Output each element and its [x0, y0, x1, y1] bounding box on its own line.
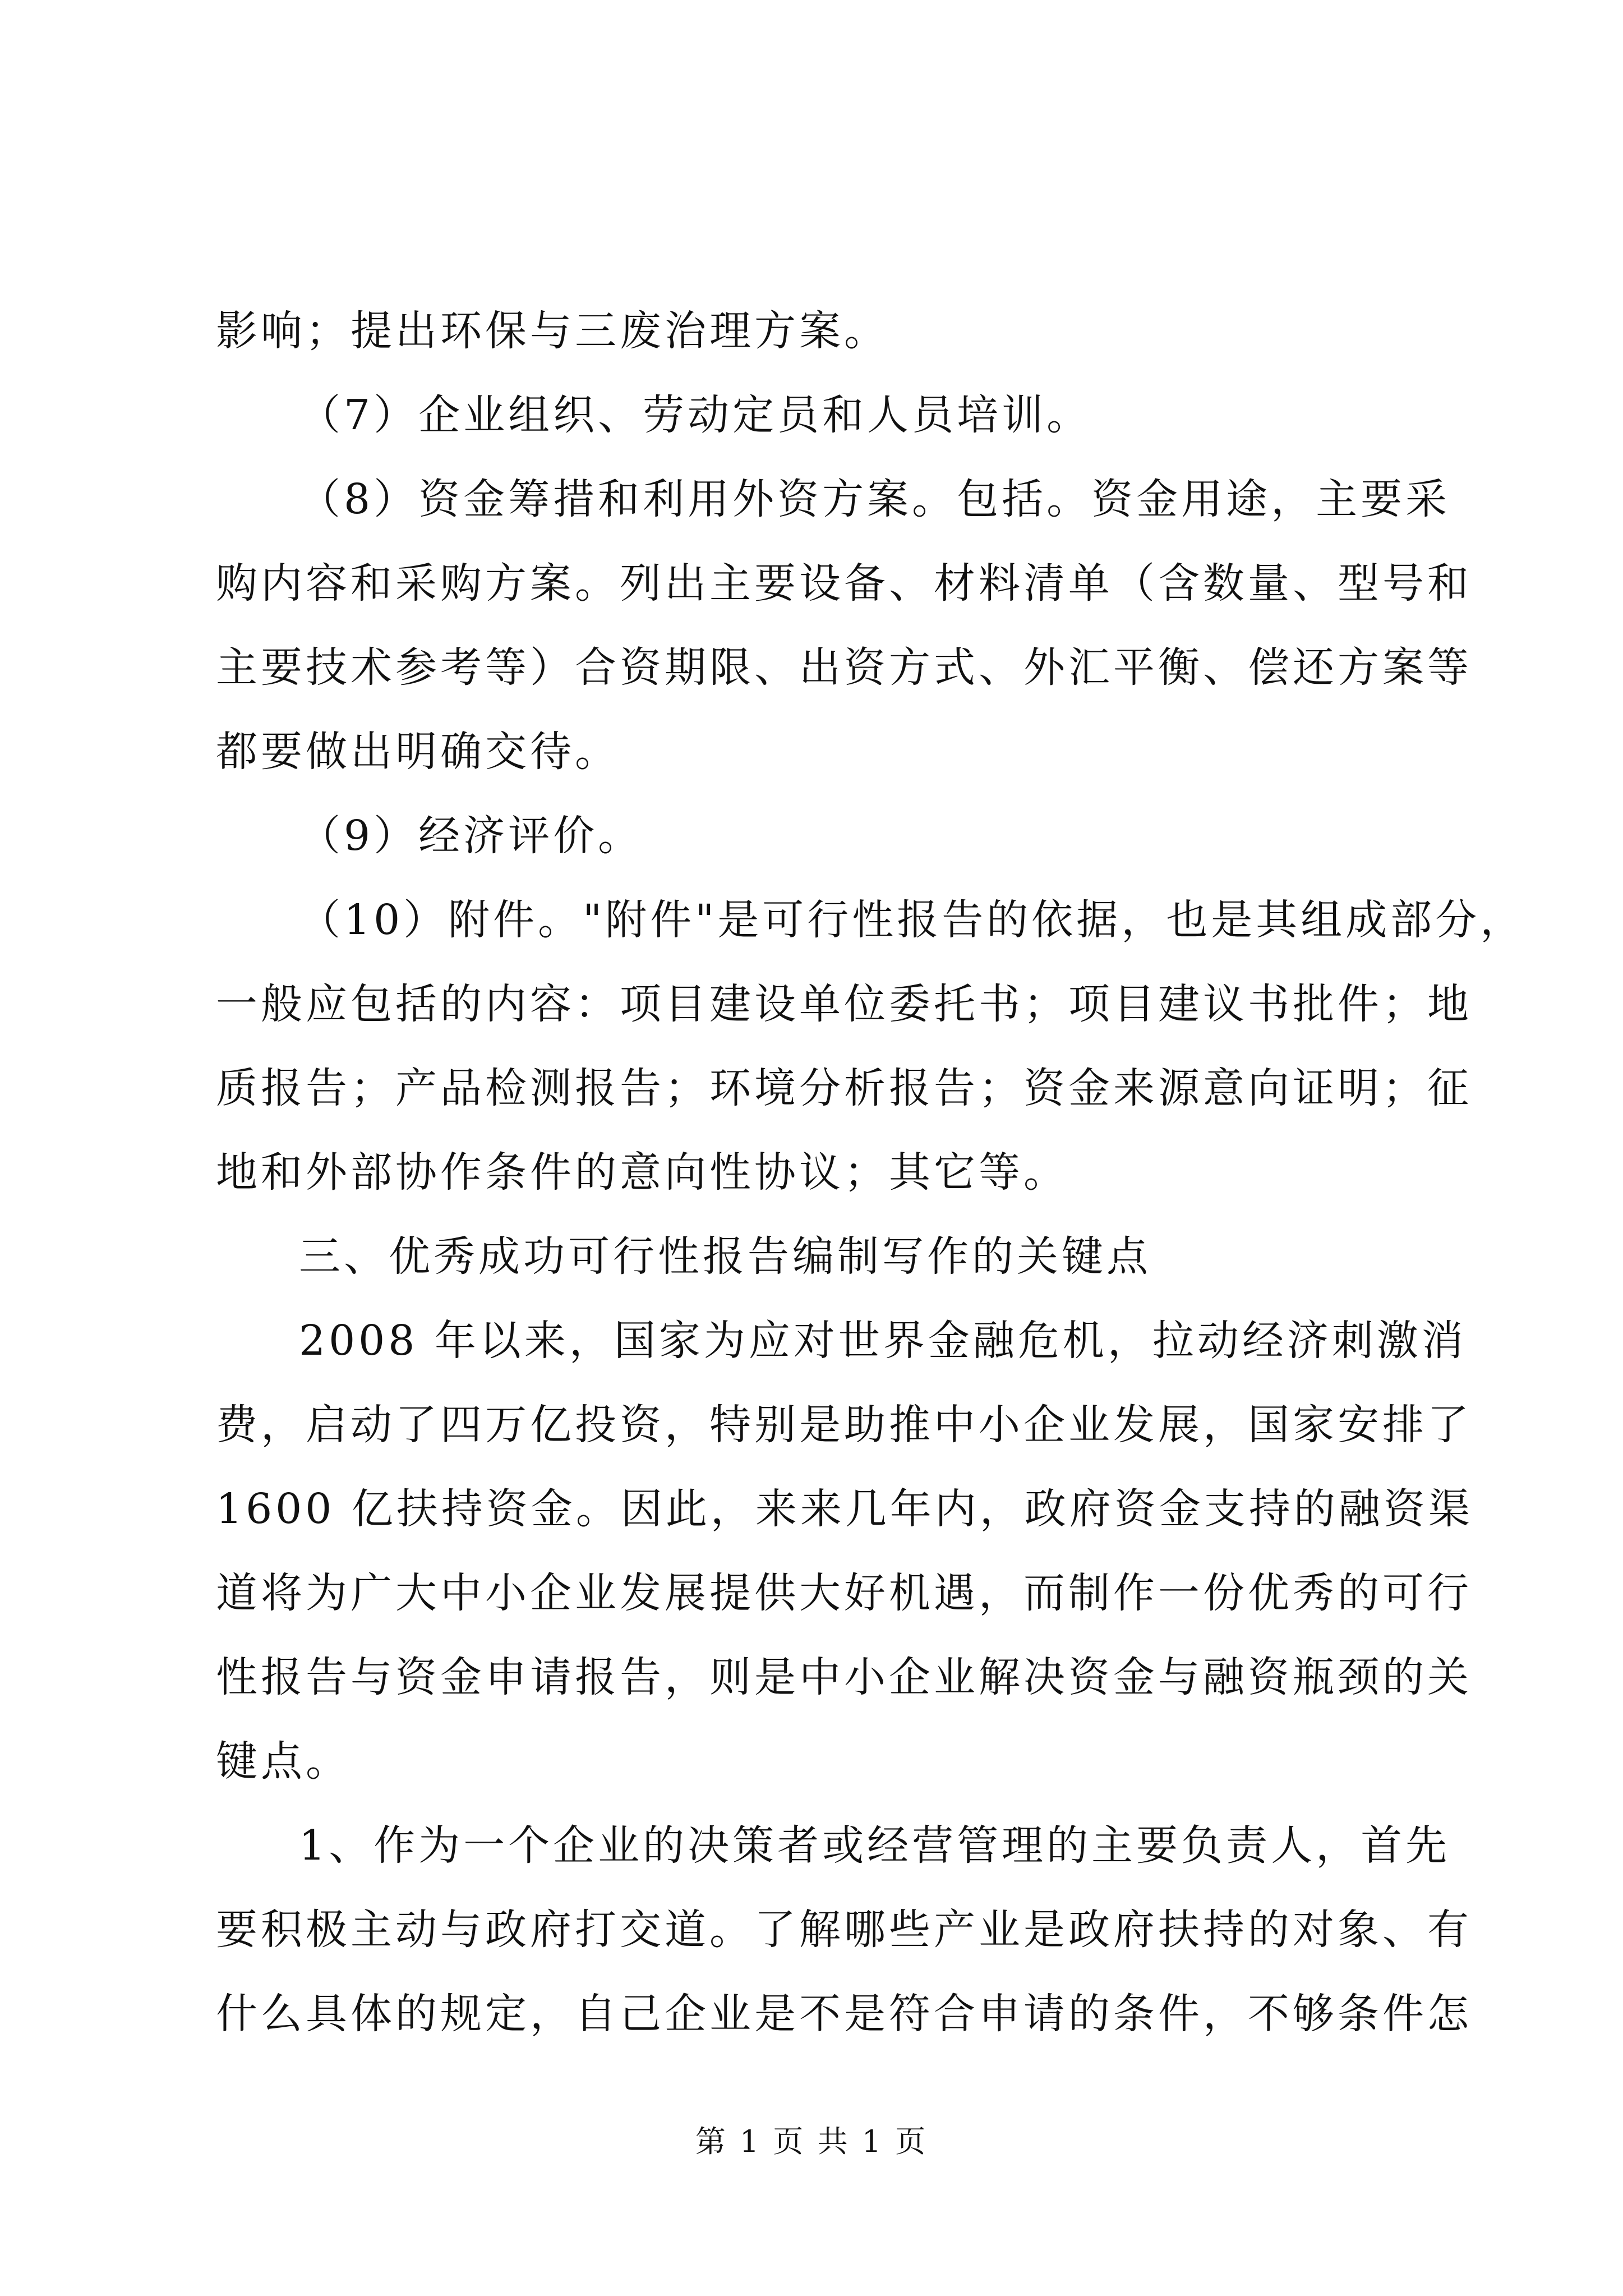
text-line: 费，启动了四万亿投资，特别是助推中小企业发展，国家安排了: [216, 1401, 1472, 1449]
page-footer: 第 1 页 共 1 页: [695, 2124, 928, 2159]
text-line: （9）经济评价。: [299, 812, 643, 860]
text-line: 地和外部协作条件的意向性协议；其它等。: [216, 1148, 1068, 1197]
text-line: 性报告与资金申请报告，则是中小企业解决资金与融资瓶颈的关: [216, 1653, 1472, 1701]
text-line: （8）资金筹措和利用外资方案。包括。资金用途，主要采: [299, 475, 1451, 523]
text-line: 1、作为一个企业的决策者或经营管理的主要负责人，首先: [299, 1821, 1451, 1870]
text-line: （7）企业组织、劳动定员和人员培训。: [299, 391, 1092, 439]
text-line: 一般应包括的内容：项目建设单位委托书；项目建议书批件；地: [216, 980, 1472, 1028]
text-line: 键点。: [216, 1737, 351, 1786]
text-line: 2008 年以来，国家为应对世界金融危机，拉动经济刺激消: [299, 1317, 1467, 1365]
text-line: 质报告；产品检测报告；环境分析报告；资金来源意向证明；征: [216, 1064, 1472, 1112]
text-line: 购内容和采购方案。列出主要设备、材料清单（含数量、型号和: [216, 559, 1472, 608]
text-line: 主要技术参考等）合资期限、出资方式、外汇平衡、偿还方案等: [216, 643, 1472, 692]
text-line: 道将为广大中小企业发展提供大好机遇，而制作一份优秀的可行: [216, 1569, 1472, 1617]
text-line: 1600 亿扶持资金。因此，来来几年内，政府资金支持的融资渠: [216, 1485, 1473, 1533]
text-line: （10）附件。"附件"是可行性报告的依据，也是其组成部分，: [299, 896, 1525, 944]
text-line: 影响；提出环保与三废治理方案。: [216, 307, 889, 355]
text-line: 什么具体的规定，自己企业是不是符合申请的条件，不够条件怎: [216, 1990, 1472, 2038]
text-line: 要积极主动与政府打交道。了解哪些产业是政府扶持的对象、有: [216, 1906, 1472, 1954]
section-heading: 三、优秀成功可行性报告编制写作的关键点: [299, 1232, 1151, 1281]
text-line: 都要做出明确交待。: [216, 728, 620, 776]
